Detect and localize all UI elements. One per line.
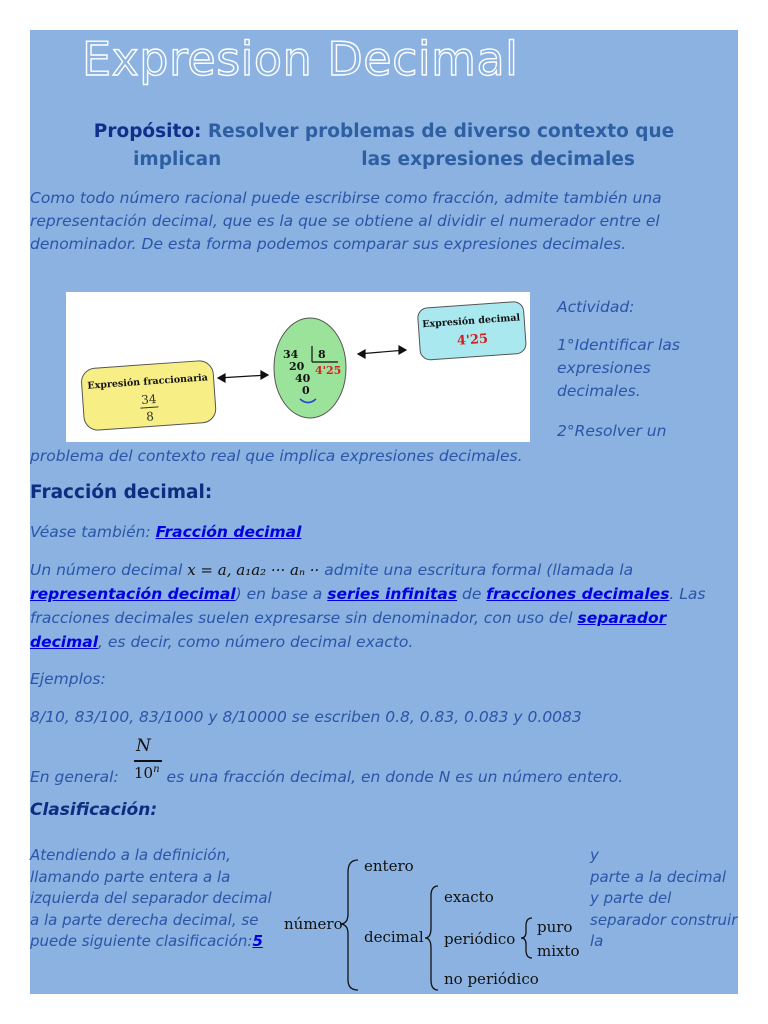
clasificacion-right-text: [590, 845, 738, 953]
clasificacion-left-text: [30, 845, 275, 953]
examples-line: 8/10, 83/100, 83/1000 y 8/10000 se escriben 0.8, 0.83, 0.083 y 0.0083: [30, 708, 582, 726]
examples-label: Ejemplos:: [30, 670, 106, 688]
clasificacion-left-body: Atendiendo a la definición, llamando parte entera a la izquierda del separador decimal a la parte derecha decimal, se puede siguiente clasificación:: [30, 846, 272, 950]
division-remainder-2: 40: [295, 372, 311, 385]
see-also-line: [30, 520, 301, 544]
purpose-label: Propósito:: [93, 121, 202, 142]
brace-periodico: [521, 918, 532, 958]
purpose-block: [30, 118, 738, 174]
link-separador-decimal[interactable]: separador decimal: [30, 609, 667, 651]
activity-heading: Actividad:: [557, 298, 635, 316]
definition-text-d: de: [457, 585, 487, 603]
link-footnote-5[interactable]: 5: [252, 932, 263, 950]
double-arrow-right: [358, 346, 406, 358]
division-remainder-3: 0: [302, 384, 310, 397]
general-fraction-exponent: n: [153, 764, 160, 775]
document-page: [30, 30, 738, 994]
general-prefix: En general:: [30, 768, 124, 786]
brace-decimal: [425, 886, 438, 990]
purpose-text-1: Resolver problemas de diverso contexto que: [207, 121, 675, 142]
decimal-box: [417, 301, 526, 360]
general-text: es una fracción decimal, en donde N es un número entero.: [161, 768, 624, 786]
fraction-box-denominator: 8: [145, 409, 155, 424]
tree-mixto: mixto: [537, 942, 580, 960]
clasificacion-right-body: parte a la decimal y parte del separador construir la: [590, 867, 738, 950]
tree-periodico: periódico: [444, 930, 516, 948]
page-title: Expresion Decimal: [82, 32, 519, 86]
intro-paragraph: Como todo número racional puede escribirse como fracción, admite también una representación decimal, que es la que se obtiene al dividir el numerador entre el denominador. De esta forma podemos comparar sus expresiones decimales.: [30, 189, 662, 253]
fraccion-decimal-heading: Fracción decimal:: [30, 482, 213, 503]
decimal-formula: x = a, a₁a₂ ··· aₙ ··: [187, 561, 320, 579]
general-line: [30, 765, 623, 789]
definition-text-e: . Las fracciones decimales suelen expresarse sin denominador, con uso del: [30, 585, 706, 627]
definition-text-f: , es decir, como número decimal exacto.: [98, 633, 414, 651]
link-fraccion-decimal[interactable]: Fracción decimal: [155, 523, 302, 541]
division-dividend: 34: [283, 348, 299, 361]
division-quotient: 4'25: [315, 364, 342, 377]
double-arrow-left: [218, 371, 268, 382]
activity-item-1: 1°Identificar las expresiones decimales.: [557, 336, 680, 400]
definition-text-b: admite una escritura formal (llamada la: [319, 561, 634, 579]
tree-numero: número: [284, 915, 343, 933]
purpose-text-2: implican: [133, 149, 222, 170]
link-representacion-decimal[interactable]: representación decimal: [30, 585, 236, 603]
tree-decimal: decimal: [364, 928, 424, 946]
classification-tree: [282, 852, 587, 992]
conversion-diagram: [66, 292, 530, 442]
see-also-prefix: Véase también:: [30, 523, 156, 541]
tree-puro: puro: [537, 918, 573, 936]
link-series-infinitas[interactable]: series infinitas: [327, 585, 458, 603]
brace-numero: [340, 860, 358, 990]
tree-entero: entero: [364, 857, 414, 875]
tree-no-periodico: no periódico: [444, 970, 539, 988]
division-remainder-1: 20: [289, 360, 305, 373]
clasificacion-right-y: y: [590, 846, 599, 864]
division-divisor: 8: [318, 348, 326, 361]
general-fraction-base: 10: [134, 764, 154, 782]
decimal-box-label: Expresión decimal: [421, 312, 521, 331]
purpose-text-3: las expresiones decimales: [361, 149, 635, 170]
decimal-definition-paragraph: [30, 558, 730, 654]
fraction-box-label: Expresión fraccionaria: [87, 372, 209, 392]
clasificacion-heading: Clasificación:: [30, 800, 158, 820]
link-fracciones-decimales[interactable]: fracciones decimales: [486, 585, 670, 603]
activity-item-2-continued: problema del contexto real que implica expresiones decimales.: [30, 447, 523, 465]
tree-exacto: exacto: [444, 888, 494, 906]
conversion-diagram-svg: [66, 292, 530, 442]
definition-text-c: ) en base a: [235, 585, 328, 603]
general-fraction-numerator: N: [136, 736, 151, 756]
activity-item-2: 2°Resolver un: [557, 422, 667, 440]
definition-text-a: Un número decimal: [30, 561, 188, 579]
general-fraction-bar: [134, 760, 162, 762]
fraction-box-numerator: 34: [140, 391, 158, 407]
decimal-box-value: 4'25: [456, 331, 489, 349]
